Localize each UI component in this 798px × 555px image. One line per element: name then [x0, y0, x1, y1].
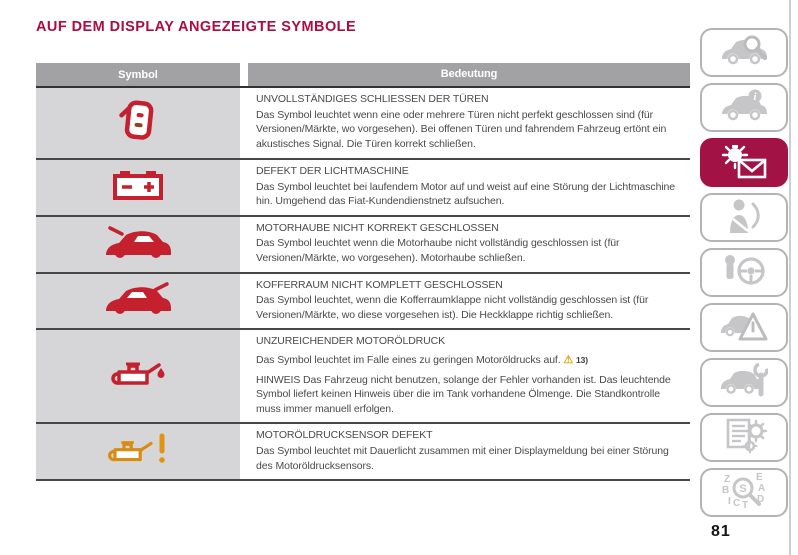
warning-note-reference: 13): [576, 354, 588, 365]
table-row: [36, 330, 690, 424]
emergency-triangle-icon: [720, 306, 768, 349]
svg-text:S: S: [739, 483, 747, 495]
row-heading: UNVOLLSTÄNDIGES SCHLIESSEN DER TÜREN: [256, 93, 489, 105]
oil-sensor-fault-icon: [106, 433, 170, 470]
chapter-tab-rail: [700, 28, 788, 517]
tab-technical-data[interactable]: [700, 413, 788, 462]
column-header-symbol: Symbol: [36, 63, 240, 86]
row-paragraph: Das Symbol leuchtet mit Dauerlicht zusammen mit einer Displaymeldung bei einer Störung des Motoröldrucksensors.: [256, 444, 669, 472]
warning-lights-message-icon: [720, 141, 768, 184]
tab-warning-lights-messages[interactable]: [700, 138, 788, 187]
sidebar-divider: [789, 0, 791, 555]
boot-open-icon: [103, 282, 173, 319]
tab-occupant-safety[interactable]: [700, 193, 788, 242]
row-heading: KOFFERRAUM NICHT KOMPLETT GESCHLOSSEN: [256, 278, 503, 291]
table-row: [36, 274, 690, 331]
row-heading: DEFEKT DER LICHTMASCHINE: [256, 165, 409, 177]
table-row: [36, 424, 690, 481]
svg-text:i: i: [753, 90, 757, 103]
column-header-meaning: Bedeutung: [248, 63, 690, 86]
svg-text:T: T: [742, 500, 749, 509]
row-paragraph: Das Symbol leuchtet, wenn die Kofferraumklappe nicht vollständig geschlossen ist (für Versionen/Märkte, wo diese vorgesehen ist). Die Heckklappe richtig schließen.: [256, 294, 649, 321]
battery-charge-icon: [112, 168, 164, 207]
warning-triangle-icon: ⚠: [563, 353, 574, 366]
row-paragraph: Das Symbol leuchtet wenn die Motorhaube nicht vollständig geschlossen ist (für Versionen/Märkte, wo vorgesehen). Motorhaube schließen.: [256, 237, 620, 264]
row-paragraph: Das Symbol leuchtet im Falle eines zu geringen Motoröldrucks auf. ⚠ 13): [256, 353, 588, 366]
oil-pressure-icon: [109, 359, 167, 394]
technical-data-icon: [720, 416, 768, 459]
alphabetical-index-icon: [720, 471, 768, 514]
svg-text:A: A: [758, 483, 766, 494]
svg-text:I: I: [728, 496, 731, 507]
page-number: 81: [711, 523, 731, 540]
table-row: [36, 88, 690, 160]
column-gap: [240, 63, 248, 86]
svg-text:D: D: [757, 494, 765, 505]
row-heading: MOTORÖLDRUCKSENSOR DEFEKT: [256, 429, 433, 442]
svg-text:Z: Z: [724, 474, 731, 485]
occupant-safety-icon: [720, 196, 768, 239]
car-maintenance-icon: [720, 361, 768, 404]
row-paragraph: HINWEIS Das Fahrzeug nicht benutzen, solange der Fehler vorhanden ist. Das leuchtende Symbol liefert keinen Hinweis über die im Tank vorhandene Ölmenge. Die Standkontrolle muss immer manuell erfolgen.: [256, 373, 671, 415]
row-paragraph: Das Symbol leuchtet wenn eine oder mehrere Türen nicht perfekt geschlossen sind (für Versionen/Märkte, wo vorgesehen). Bei offenen Türen und fahrendem Fahrzeug ertönt ein akustisches Signal. Die Türen korrekt schließen.: [256, 108, 667, 150]
row-heading: UNZUREICHENDER MOTORÖLDRUCK: [256, 335, 446, 348]
svg-text:C: C: [733, 498, 741, 509]
svg-text:B: B: [722, 485, 730, 496]
symbols-table: [36, 63, 690, 481]
tab-emergency[interactable]: [700, 303, 788, 352]
page-title: AUF DEM DISPLAY ANGEZEIGTE SYMBOLE: [36, 19, 357, 35]
tab-getting-to-know[interactable]: [700, 28, 788, 77]
row-paragraph: Das Symbol leuchtet bei laufendem Motor auf und weist auf eine Störung der Lichtmaschine hin. Umgehend das Fiat-Kundendienstnetz aufsuchen.: [256, 180, 676, 208]
car-search-icon: [720, 32, 768, 74]
ignition-steering-icon: [720, 251, 768, 294]
table-row: [36, 217, 690, 274]
row-heading: MOTORHAUBE NICHT KORREKT GESCHLOSSEN: [256, 221, 499, 234]
door-ajar-icon: [118, 97, 158, 150]
tab-alphabetical-index[interactable]: [700, 468, 788, 517]
tab-starting-driving[interactable]: [700, 248, 788, 297]
table-row: [36, 160, 690, 217]
bonnet-open-icon: [103, 226, 173, 263]
car-info-icon: [720, 87, 768, 129]
table-header-row: [36, 63, 690, 88]
tab-maintenance-care[interactable]: [700, 358, 788, 407]
tab-dashboard-info[interactable]: [700, 83, 788, 132]
svg-text:E: E: [756, 472, 763, 483]
